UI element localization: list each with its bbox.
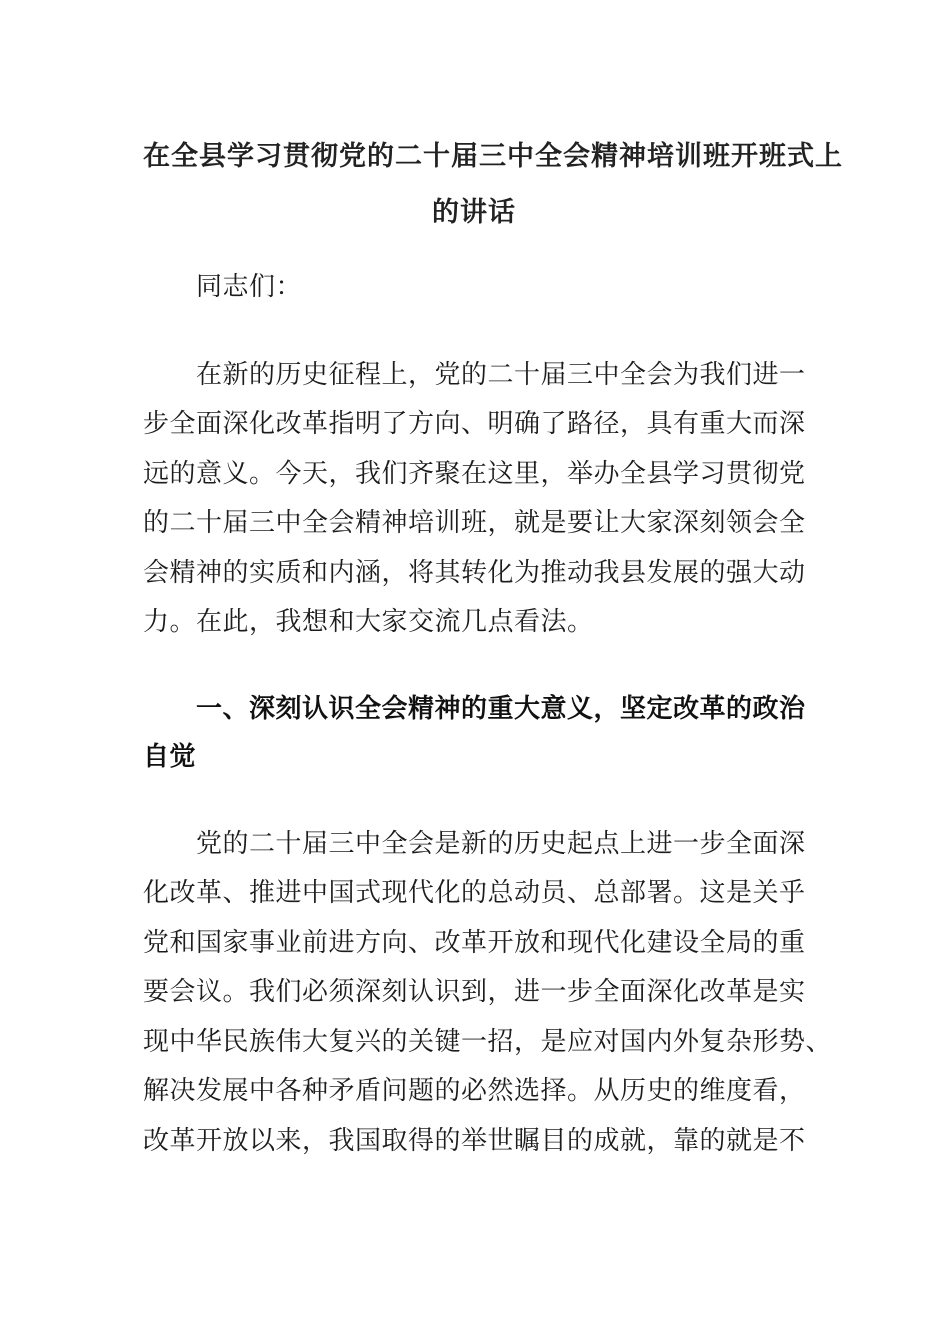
text-line: 现中华民族伟大复兴的关键一招，是应对国内外复杂形势、 <box>143 1026 833 1056</box>
text-line: 一、深刻认识全会精神的重大意义，坚定改革的政治 <box>196 693 806 723</box>
text-line: 同志们： <box>196 272 303 301</box>
document-title-line-1: 在全县学习贯彻党的二十届三中全会精神培训班开班式上 <box>143 141 843 171</box>
text-line: 在新的历史征程上，党的二十届三中全会为我们进一 <box>196 359 806 389</box>
text-line: 化改革、推进中国式现代化的总动员、总部署。这是关乎 <box>143 878 806 907</box>
text-line: 解决发展中各种矛盾问题的必然选择。从历史的维度看， <box>143 1076 806 1105</box>
text-line: 会精神的实质和内涵，将其转化为推动我县发展的强大动 <box>143 557 806 587</box>
text-line: 党的二十届三中全会是新的历史起点上进一步全面深 <box>196 828 806 858</box>
document-title-line-2: 的讲话 <box>432 197 516 227</box>
body-paragraph-2 <box>143 819 833 1166</box>
text-line: 改革开放以来，我国取得的举世瞩目的成就，靠的就是不 <box>143 1125 806 1155</box>
text-line: 步全面深化改革指明了方向、明确了路径，具有重大而深 <box>143 409 806 438</box>
text-line: 远的意义。今天，我们齐聚在这里，举办全县学习贯彻党 <box>143 458 806 488</box>
section-heading-1 <box>143 685 805 781</box>
body-paragraph-1 <box>143 350 805 647</box>
text-line: 力。在此，我想和大家交流几点看法。 <box>143 607 594 636</box>
text-line: 的二十届三中全会精神培训班，就是要让大家深刻领会全 <box>143 508 806 537</box>
text-line: 党和国家事业前进方向、改革开放和现代化建设全局的重 <box>143 927 806 957</box>
salutation-paragraph <box>143 262 805 312</box>
document-title <box>143 128 843 240</box>
document-body <box>143 262 833 1165</box>
text-line: 要会议。我们必须深刻认识到，进一步全面深化改革是实 <box>143 977 806 1006</box>
text-line: 自觉 <box>143 741 197 771</box>
